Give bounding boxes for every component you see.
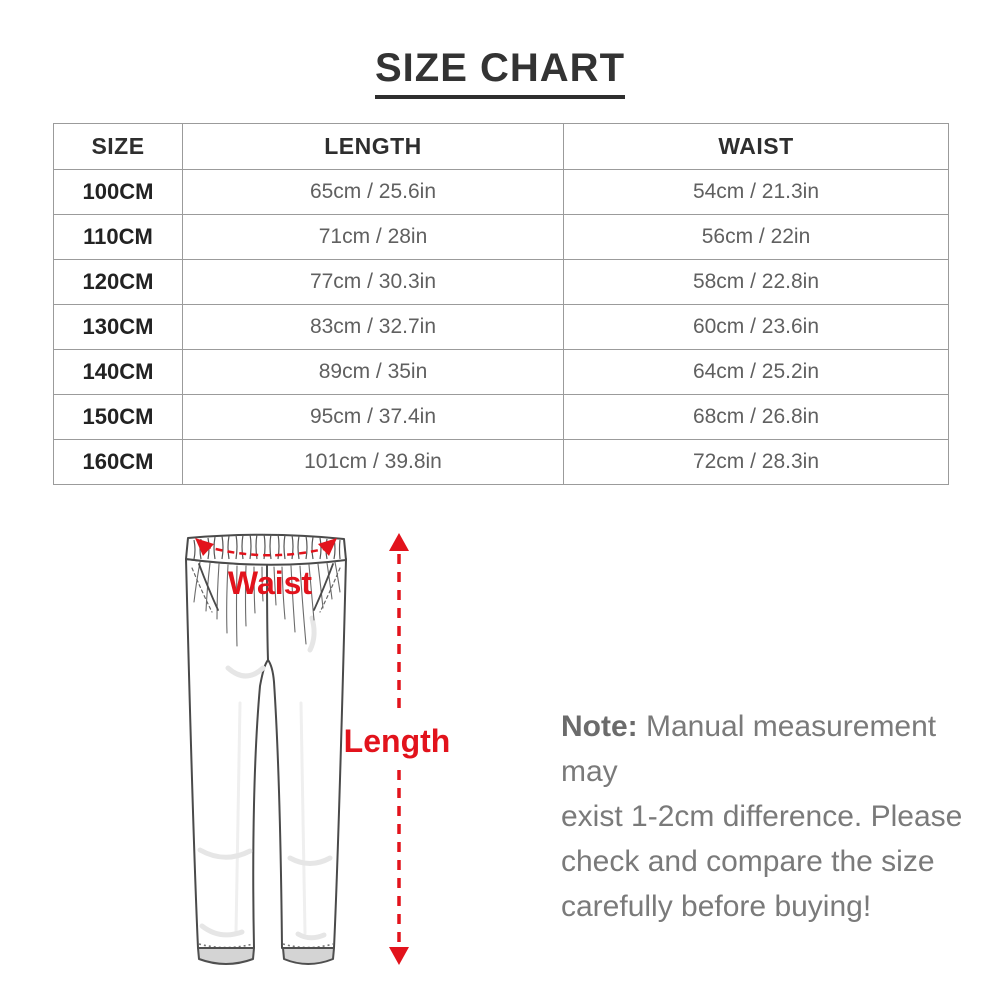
waist-value: 58cm / 22.8in: [564, 260, 949, 305]
length-value: 71cm / 28in: [183, 215, 564, 260]
size-value: 150CM: [54, 395, 183, 440]
header-length: LENGTH: [183, 124, 564, 170]
length-arrowhead-down: [389, 947, 409, 965]
size-value: 160CM: [54, 440, 183, 485]
waist-label: Waist: [227, 565, 313, 601]
waist-value: 72cm / 28.3in: [564, 440, 949, 485]
size-table: [53, 123, 949, 485]
hem-cuffs: [198, 944, 334, 964]
header-size: SIZE: [54, 124, 183, 170]
waist-value: 60cm / 23.6in: [564, 305, 949, 350]
length-value: 101cm / 39.8in: [183, 440, 564, 485]
pants-measurement-diagram: [140, 518, 460, 978]
length-label: Length: [343, 723, 451, 759]
waist-value: 56cm / 22in: [564, 215, 949, 260]
length-value: 95cm / 37.4in: [183, 395, 564, 440]
table-row: [54, 305, 949, 350]
size-value: 110CM: [54, 215, 183, 260]
table-row: [54, 350, 949, 395]
waist-value: 54cm / 21.3in: [564, 170, 949, 215]
waistband: [186, 534, 346, 565]
table-row: [54, 215, 949, 260]
length-value: 65cm / 25.6in: [183, 170, 564, 215]
title-wrap: [0, 48, 1000, 99]
size-value: 140CM: [54, 350, 183, 395]
length-value: 77cm / 30.3in: [183, 260, 564, 305]
note-line: check and compare the size: [561, 845, 935, 878]
table-row: [54, 395, 949, 440]
note-line: Note: Manual measurement may: [561, 710, 937, 788]
table-row: [54, 260, 949, 305]
table-header-row: [54, 124, 949, 170]
note-text: [561, 704, 971, 929]
size-value: 130CM: [54, 305, 183, 350]
waist-value: 64cm / 25.2in: [564, 350, 949, 395]
page-title: SIZE CHART: [375, 48, 625, 99]
size-value: 120CM: [54, 260, 183, 305]
table-row: [54, 440, 949, 485]
length-arrowhead-up: [389, 533, 409, 551]
note-line: carefully before buying!: [561, 890, 872, 923]
note-prefix: Note:: [561, 710, 638, 743]
pants-outline-drawing: [186, 559, 346, 948]
waist-value: 68cm / 26.8in: [564, 395, 949, 440]
header-waist: WAIST: [564, 124, 949, 170]
size-value: 100CM: [54, 170, 183, 215]
length-value: 89cm / 35in: [183, 350, 564, 395]
note-line: exist 1-2cm difference. Please: [561, 800, 963, 833]
table-row: [54, 170, 949, 215]
length-value: 83cm / 32.7in: [183, 305, 564, 350]
